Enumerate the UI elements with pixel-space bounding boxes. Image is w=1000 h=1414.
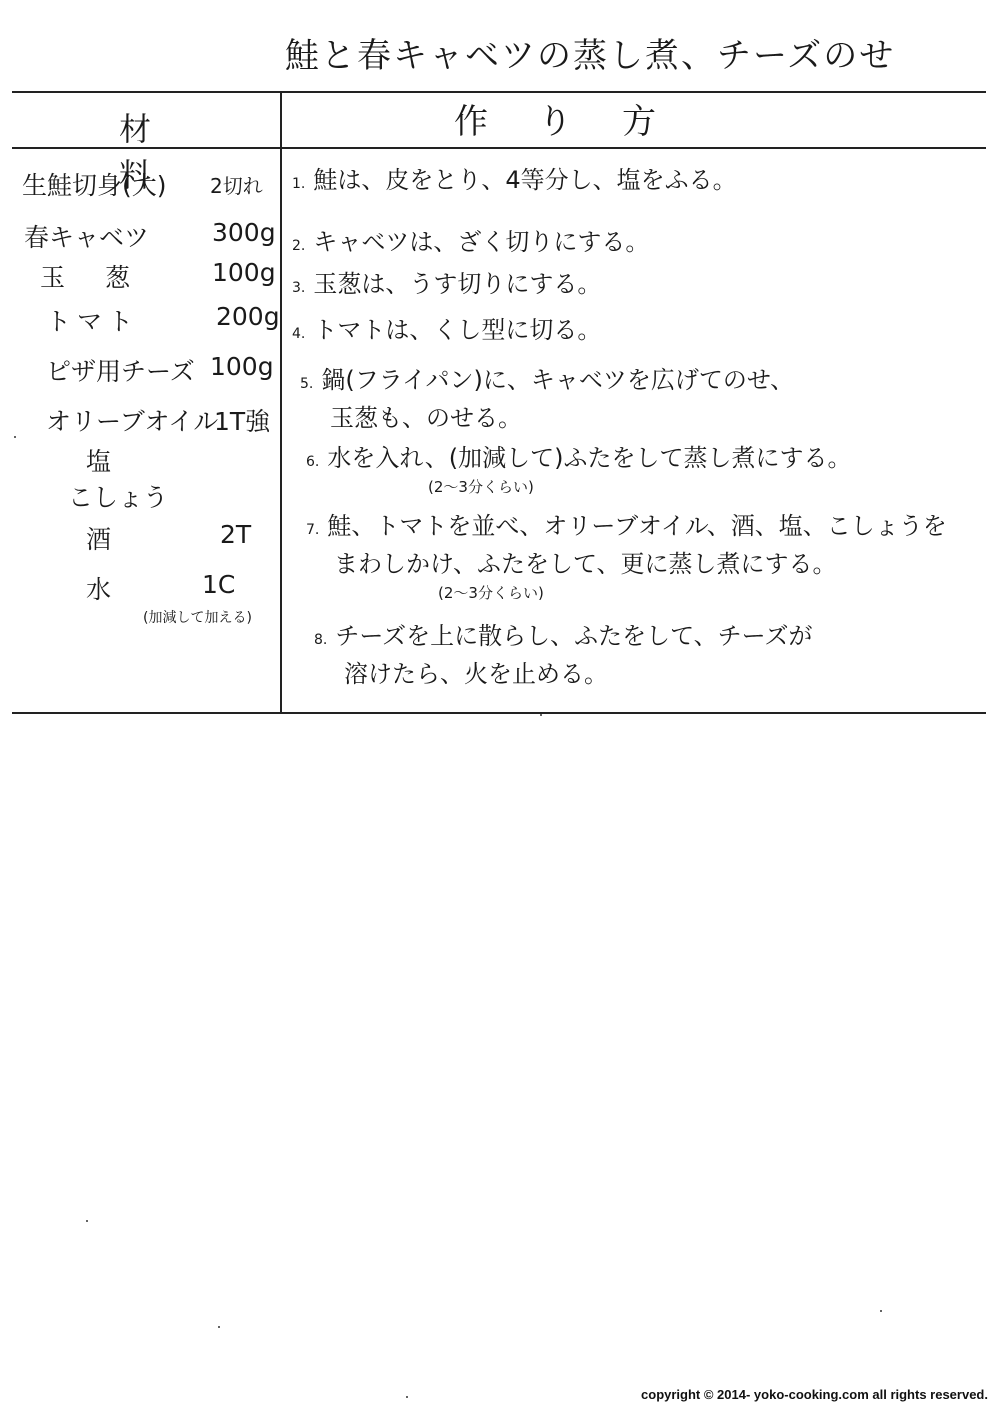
ingredient-qty: 1C bbox=[202, 570, 236, 599]
step-text: 鮭、トマトを並べ、オリーブオイル、酒、塩、こしょうを bbox=[327, 512, 947, 540]
step-text: チーズを上に散らし、ふたをして、チーズが bbox=[335, 622, 813, 650]
step-5-continued bbox=[330, 398, 522, 433]
water-note: (加減して加える) bbox=[143, 610, 252, 626]
step-7-note: (2〜3分くらい) bbox=[438, 584, 544, 602]
step-text: キャベツは、ざく切りにする。 bbox=[313, 228, 650, 256]
ingredient-name: オリーブオイル bbox=[46, 407, 219, 436]
recipe-title: 鮭と春キャベツの蒸し煮、チーズのせ bbox=[285, 36, 896, 76]
column-divider bbox=[280, 91, 282, 714]
ingredient-qty: 100g bbox=[210, 352, 274, 381]
scan-speck bbox=[14, 436, 16, 438]
step-number: 6. bbox=[306, 454, 320, 470]
ingredient-qty: 200g bbox=[216, 302, 280, 331]
table-top-rule bbox=[12, 91, 986, 93]
step-text: 水を入れ、(加減して)ふたをして蒸し煮にする。 bbox=[327, 444, 852, 472]
ingredient-name: こしょう bbox=[68, 483, 169, 512]
ingredient-name: 春キャベツ bbox=[24, 223, 150, 252]
ingredient-name: 玉葱 bbox=[40, 263, 171, 292]
ingredient-qty: 1T強 bbox=[214, 407, 271, 436]
ingredient-qty: 300g bbox=[212, 218, 276, 247]
step-number: 3. bbox=[292, 280, 306, 296]
step-2 bbox=[292, 222, 649, 257]
step-text: 鍋(フライパン)に、キャベツを広げてのせ、 bbox=[321, 366, 795, 394]
steps-header: 作り方 bbox=[454, 102, 706, 142]
step-7 bbox=[306, 506, 947, 541]
step-text: トマトは、くし型に切る。 bbox=[313, 316, 602, 344]
scan-speck bbox=[880, 1310, 882, 1312]
ingredient-name: トマト bbox=[46, 307, 140, 336]
ingredients-header: 材料 bbox=[118, 110, 221, 194]
ingredient-name: 塩 bbox=[86, 447, 112, 476]
step-number: 1. bbox=[292, 176, 306, 192]
step-8 bbox=[314, 616, 812, 651]
step-1 bbox=[292, 160, 737, 195]
step-6-note: (2〜3分くらい) bbox=[428, 478, 534, 496]
step-text: 溶けたら、火を止める。 bbox=[344, 660, 608, 688]
step-text: 玉葱は、うす切りにする。 bbox=[313, 270, 602, 298]
step-number: 8. bbox=[314, 632, 328, 648]
step-text: 鮭は、皮をとり、4等分し、塩をふる。 bbox=[313, 166, 737, 194]
ingredient-qty: 2T bbox=[220, 520, 252, 549]
ingredient-name: 酒 bbox=[86, 525, 112, 554]
ingredient-qty: 2切れ bbox=[210, 174, 263, 198]
step-number: 4. bbox=[292, 326, 306, 342]
copyright-notice: copyright © 2014- yoko-cooking.com all rights reserved. bbox=[641, 1387, 988, 1402]
scan-speck bbox=[406, 1396, 408, 1398]
step-number: 2. bbox=[292, 238, 306, 254]
ingredient-name: 生鮭切身(大) bbox=[22, 171, 167, 200]
step-4 bbox=[292, 310, 601, 345]
ingredient-name: 水 bbox=[86, 575, 112, 604]
ingredient-name: ピザ用チーズ bbox=[46, 357, 195, 386]
step-5 bbox=[300, 360, 794, 395]
step-text: 玉葱も、のせる。 bbox=[330, 404, 522, 432]
scan-speck bbox=[540, 714, 542, 716]
scan-speck bbox=[86, 1220, 88, 1222]
step-6 bbox=[306, 438, 852, 473]
step-number: 7. bbox=[306, 522, 320, 538]
step-number: 5. bbox=[300, 376, 314, 392]
step-text: まわしかけ、ふたをして、更に蒸し煮にする。 bbox=[334, 550, 837, 578]
table-bottom-rule bbox=[12, 712, 986, 714]
step-8-continued bbox=[344, 654, 608, 689]
scan-speck bbox=[218, 1326, 220, 1328]
step-7-continued bbox=[334, 544, 837, 579]
ingredient-qty: 100g bbox=[212, 258, 276, 287]
step-3 bbox=[292, 264, 601, 299]
